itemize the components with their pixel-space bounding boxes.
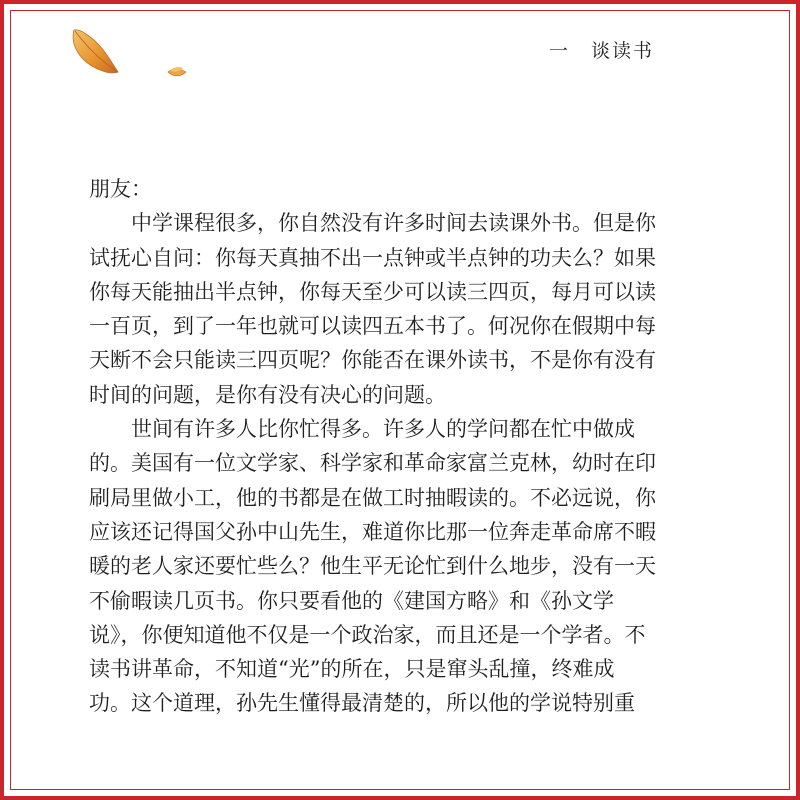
text-line: 应该还记得国父孙中山先生，难道你比那一位奔走革命席不暇 [89, 519, 656, 544]
body-text [89, 172, 669, 721]
autumn-leaf-icon [60, 20, 200, 90]
text-line: 暖的老人家还要忙些么？他生平无论忙到什么地步，没有一天 [89, 554, 656, 579]
text-line: 你每天能抽出半点钟，你每天至少可以读三四页，每月可以读 [89, 279, 656, 304]
text-line: 不偷暇读几页书。你只要看他的《建国方略》和《孙文学 [89, 588, 614, 613]
text-line: 一百页，到了一年也就可以读四五本书了。何况你在假期中每 [89, 314, 656, 339]
text-line: 朋友： [89, 177, 152, 201]
text-line: 说》，你便知道他不仅是一个政治家，而且还是一个学者。不 [89, 622, 646, 647]
text-line: 世间有许多人比你忙得多。许多人的学问都在忙中做成 [89, 417, 635, 442]
text-line: 时间的问题，是你有没有决心的问题。 [89, 382, 446, 407]
text-line: 功。这个道理，孙先生懂得最清楚的，所以他的学说特别重 [89, 691, 635, 716]
text-line: 天断不会只能读三四页呢？你能否在课外读书，不是你有没有 [89, 348, 656, 373]
page-bottom-fade [11, 771, 789, 789]
text-line: 试抚心自问：你每天真抽不出一点钟或半点钟的功夫么？如果 [89, 245, 656, 270]
chapter-header: 一 谈读书 [548, 40, 654, 62]
text-line: 中学课程很多，你自然没有许多时间去读课外书。但是你 [89, 211, 656, 236]
text-line: 的。美国有一位文学家、科学家和革命家富兰克林，幼时在印 [89, 451, 656, 476]
text-line: 刷局里做小工，他的书都是在做工时抽暇读的。不必远说，你 [89, 485, 656, 510]
text-line: 读书讲革命，不知道“光”的所在，只是窜头乱撞，终难成 [89, 657, 615, 682]
